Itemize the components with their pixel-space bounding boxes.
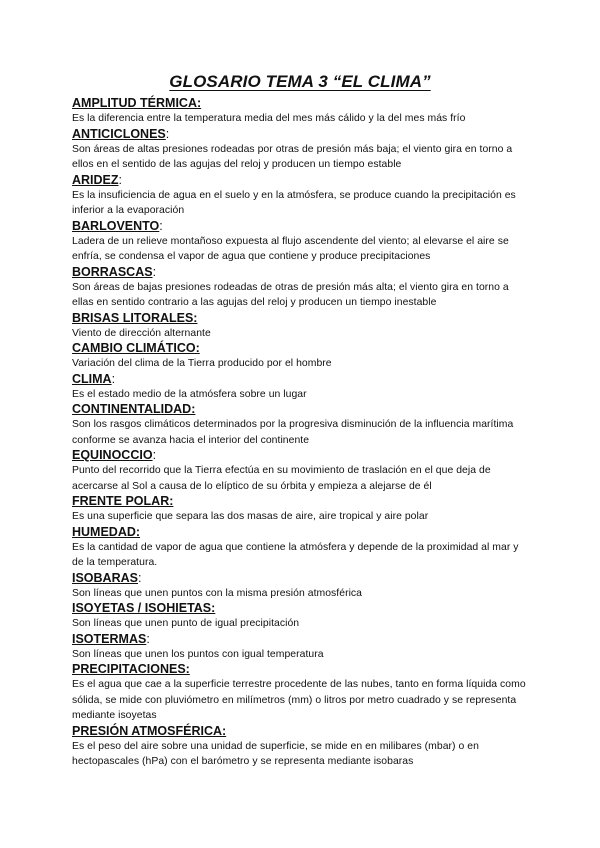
term-suffix: :: [137, 570, 142, 585]
glossary-definition: Son los rasgos climáticos determinados por la progresiva disminución de la influencia marítima conforme se avanza hacia el interior del continente: [72, 419, 514, 446]
glossary-term: [72, 402, 532, 417]
term-label: BORRASCAS: [72, 264, 153, 279]
glossary-definition: Variación del clima de la Tierra producido por el hombre: [72, 358, 332, 369]
glossary-entry: [72, 448, 532, 494]
glossary-definition: Es el agua que cae a la superficie terrestre procedente de las nubes, tanto en forma líquida como sólida, se mide con pluviómetro en milímetros (mm) o litros por metro cuadrado y se representa mediante isoyetas: [72, 679, 526, 721]
glossary-entry: [72, 601, 532, 632]
term-label: BARLOVENTO: [72, 218, 160, 233]
term-label: ARIDEZ: [72, 172, 119, 187]
term-label: CLIMA: [72, 371, 112, 386]
glossary-definition: Es la diferencia entre la temperatura media del mes más cálido y la del mes más frío: [72, 113, 466, 124]
term-suffix: :: [146, 631, 150, 646]
term-label: HUMEDAD:: [72, 524, 141, 539]
term-suffix: :: [118, 172, 123, 187]
term-label: CAMBIO CLIMÁTICO:: [72, 341, 200, 355]
term-suffix: :: [165, 126, 170, 141]
glossary-definition: Es la cantidad de vapor de agua que contiene la atmósfera y depende de la proximidad al mar y de la temperatura.: [72, 541, 519, 568]
glossary-definition: Punto del recorrido que la Tierra efectúa en su movimiento de traslación en el que deja de acercarse al Sol a causa de lo elíptico de su órbita y empieza a alejarse de él: [72, 465, 491, 492]
glossary-term: [72, 448, 532, 463]
glossary-list: [72, 96, 532, 770]
term-label: ANTICICLONES: [72, 126, 166, 141]
term-label: PRESIÓN ATMOSFÉRICA:: [72, 723, 227, 738]
glossary-entry: [72, 402, 532, 448]
glossary-entry: [72, 494, 532, 525]
glossary-term: [72, 632, 532, 647]
glossary-term: [72, 525, 532, 540]
term-label: BRISAS LITORALES:: [72, 310, 198, 325]
glossary-term: [72, 341, 532, 356]
glossary-entry: [72, 219, 532, 265]
glossary-entry: [72, 724, 532, 770]
glossary-entry: [72, 632, 532, 663]
glossary-entry: [72, 265, 532, 311]
glossary-definition: Es la insuficiencia de agua en el suelo y en la atmósfera, se produce cuando la precipitación es inferior a la evaporación: [72, 189, 516, 216]
term-label: ISOTERMAS: [72, 631, 147, 646]
glossary-definition: Son líneas que unen puntos con la misma presión atmosférica: [72, 587, 363, 599]
glossary-term: [72, 219, 532, 234]
glossary-definition: Son líneas que unen punto de igual precipitación: [72, 618, 300, 629]
glossary-definition: Viento de dirección alternante: [72, 327, 211, 339]
glossary-definition: Son áreas de bajas presiones rodeadas de otras de presión más alta; el viento gira en torno a ellas en sentido contrario a las agujas del reloj y producen un tiempo inestable: [72, 281, 509, 308]
glossary-definition: Es una superficie que separa las dos masas de aire, aire tropical y aire polar: [72, 511, 429, 522]
glossary-entry: [72, 311, 532, 342]
glossary-definition: Es el estado medio de la atmósfera sobre un lugar: [72, 388, 307, 400]
glossary-term: [72, 601, 532, 616]
glossary-term: [72, 173, 532, 188]
glossary-term: [72, 96, 532, 111]
glossary-definition: Es el peso del aire sobre una unidad de superficie, se mide en en milibares (mbar) o en hectopascales (hPa) con el barómetro y se representa mediante isobaras: [72, 740, 479, 767]
glossary-definition: Son áreas de altas presiones rodeadas por otras de presión más baja; el viento gira en torno a ellos en el sentido de las agujas del reloj y producen un tiempo estable: [72, 143, 513, 170]
glossary-term: [72, 724, 532, 739]
glossary-term: [72, 265, 532, 280]
glossary-term: [72, 494, 532, 509]
glossary-term: [72, 662, 532, 677]
glossary-entry: [72, 662, 532, 724]
term-label: CONTINENTALIDAD:: [72, 402, 196, 416]
term-label: AMPLITUD TÉRMICA:: [72, 96, 202, 110]
document-title: GLOSARIO TEMA 3 “EL CLIMA”: [169, 72, 431, 91]
term-label: ISOBARAS: [72, 570, 138, 585]
glossary-entry: [72, 571, 532, 602]
term-label: FRENTE POLAR:: [72, 494, 174, 508]
glossary-entry: [72, 372, 532, 403]
glossary-entry: [72, 525, 532, 571]
term-label: PRECIPITACIONES:: [72, 662, 190, 676]
glossary-definition: Son líneas que unen los puntos con igual temperatura: [72, 648, 324, 660]
term-suffix: :: [152, 448, 157, 462]
term-suffix: :: [152, 264, 157, 279]
glossary-entry: [72, 96, 532, 127]
glossary-entry: [72, 127, 532, 173]
term-suffix: :: [111, 371, 116, 386]
glossary-term: [72, 571, 532, 586]
term-label: EQUINOCCIO: [72, 448, 153, 462]
glossary-term: [72, 372, 532, 387]
glossary-entry: [72, 341, 532, 372]
glossary-definition: Ladera de un relieve montañoso expuesta al flujo ascendente del viento; al elevarse el aire se enfría, se condensa el vapor de agua que contiene y produce precipitaciones: [72, 235, 509, 262]
glossary-term: [72, 127, 532, 142]
term-suffix: :: [159, 218, 163, 233]
glossary-term: [72, 311, 532, 326]
term-label: ISOYETAS / ISOHIETAS:: [72, 601, 216, 615]
glossary-entry: [72, 173, 532, 219]
